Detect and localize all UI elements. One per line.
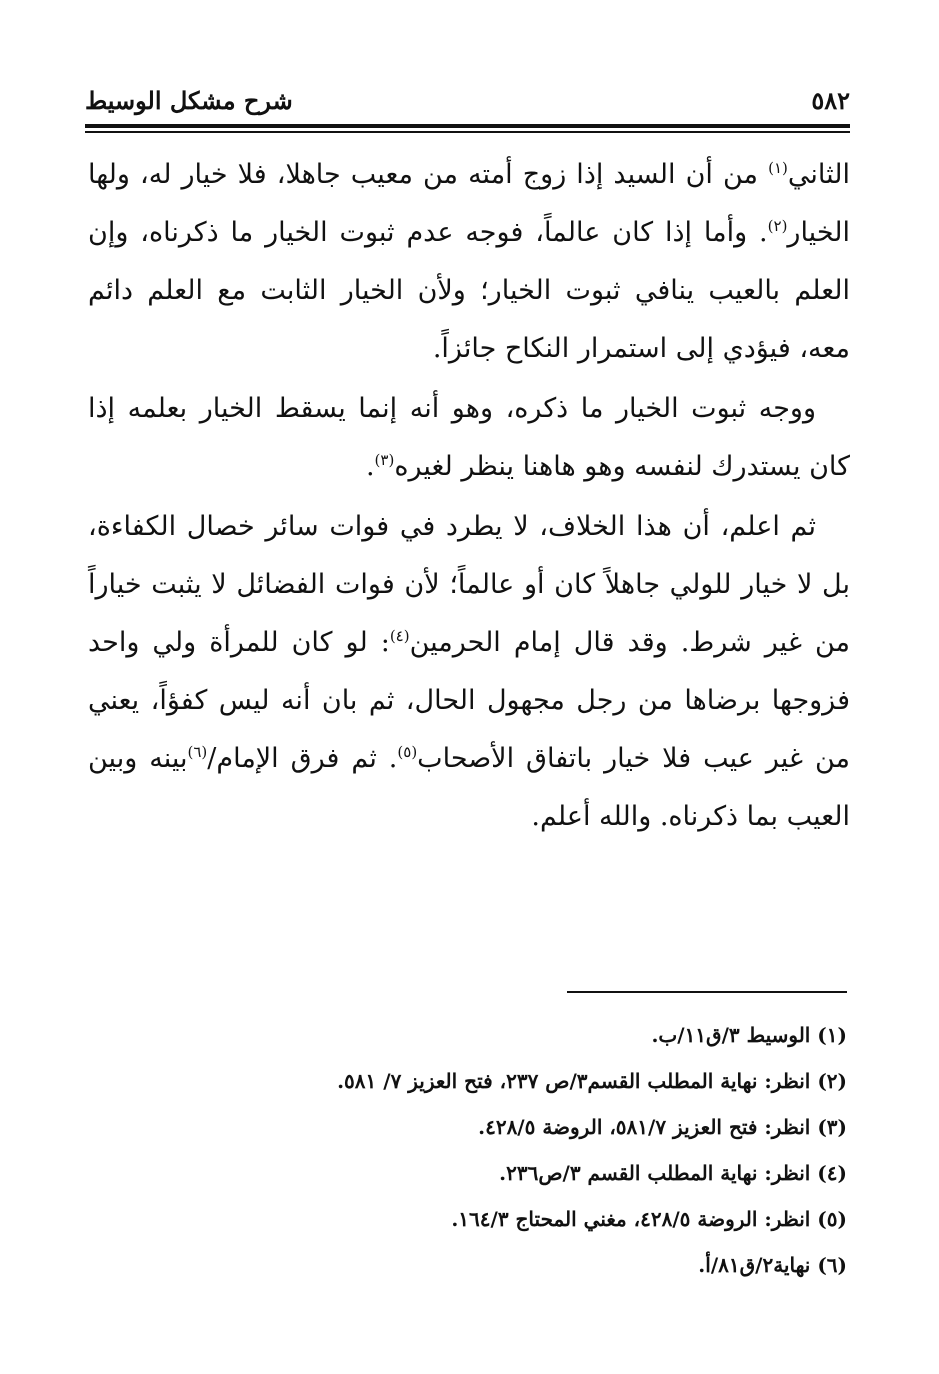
footnote-3: (٣) انظر: فتح العزيز ٥٨١/٧، الروضة ٤٢٨/٥. — [478, 1115, 847, 1139]
footnote-ref: (٤) — [389, 627, 410, 645]
running-header — [85, 82, 850, 118]
text-segment: بينه وبين العيب بما ذكرناه. والله أعلم. — [88, 743, 850, 832]
footnote-2: (٢) انظر: نهاية المطلب القسم٣/ص ٢٣٧، فتح العزيز ٧/ ٥٨١. — [337, 1069, 847, 1093]
paragraph-1 — [88, 146, 850, 378]
text-segment: . ثم فرق الإمام/ — [207, 743, 398, 774]
running-title: شرح مشكل الوسيط — [85, 86, 293, 115]
footnote-ref: (٦) — [187, 743, 208, 761]
text-segment: الثاني — [787, 159, 850, 190]
footnote-1: (١) الوسيط ٣/ق١١/ب. — [651, 1023, 847, 1047]
header-rule-thick — [85, 124, 850, 128]
footnotes — [197, 1012, 847, 1288]
footnote-5: (٥) انظر: الروضة ٤٢٨/٥، مغني المحتاج ١٦٤/٣. — [451, 1207, 847, 1231]
text-segment: من أن السيد إذا زوج أمته من معيب جاهلا، فلا خيار له، ولها الخيار — [88, 159, 850, 248]
text-segment: ووجه ثبوت الخيار ما ذكره، وهو أنه إنما يسقط الخيار بعلمه إذا كان يستدرك لنفسه وهو هاهنا ينظر لغيره — [88, 393, 850, 482]
footnote-ref: (٢) — [767, 217, 788, 235]
text-segment: : لو كان للمرأة ولي واحد فزوجها برضاها من رجل مجهول الحال، ثم بان أنه ليس كفؤاً، يعني من غير عيب فلا خيار باتفاق الأصحاب — [88, 627, 850, 774]
text-segment: . — [365, 451, 375, 482]
body-text — [88, 146, 850, 846]
footnote-ref: (٥) — [397, 743, 418, 761]
footnote-6: (٦) نهاية٢/ق٨١/أ. — [698, 1253, 847, 1277]
footnote-ref: (٣) — [374, 451, 395, 469]
paragraph-3 — [88, 498, 850, 846]
header-rule-thin — [85, 131, 850, 133]
footnote-ref: (١) — [768, 159, 788, 177]
page-number: ٥٨٢ — [811, 86, 850, 115]
text-segment: . وأما إذا كان عالماً، فوجه عدم ثبوت الخيار ما ذكرناه، وإن العلم بالعيب ينافي ثبوت الخيار؛ ولأن الخيار الثابت مع العلم دائم معه، فيؤدي إلى استمرار النكاح جائزاً. — [88, 217, 850, 364]
footnote-separator — [567, 991, 847, 993]
paragraph-2 — [88, 380, 850, 496]
text-segment: ثم اعلم، أن هذا الخلاف، لا يطرد في فوات سائر خصال الكفاءة، بل لا خيار للولي جاهلاً كان أو عالماً؛ لأن فوات الفضائل لا يثبت خياراً من غير شرط. وقد قال إمام الحرمين — [88, 511, 850, 658]
footnote-4: (٤) انظر: نهاية المطلب القسم ٣/ص٢٣٦. — [499, 1161, 847, 1185]
